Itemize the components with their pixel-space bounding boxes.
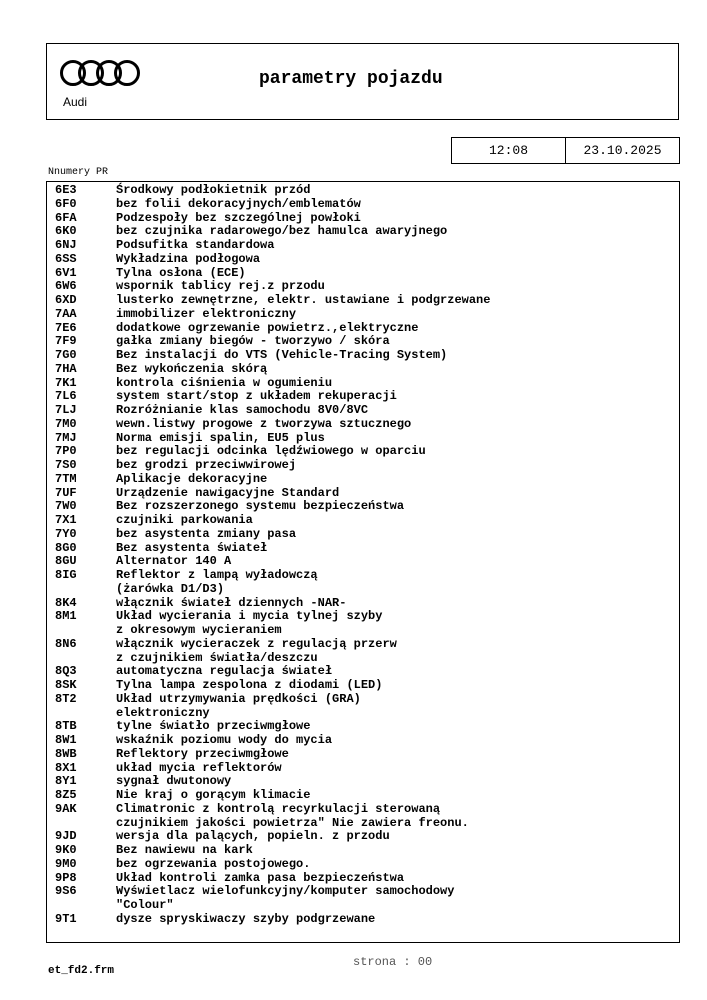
list-item [47, 349, 679, 363]
pr-code: 8IG [55, 568, 77, 582]
list-item [47, 418, 679, 432]
pr-description: Aplikacje dekoracyjne [116, 471, 268, 486]
list-item [47, 239, 679, 253]
pr-description: "Colour" [116, 898, 174, 912]
list-item [47, 225, 679, 239]
pr-description: układ mycia reflektorów [116, 760, 282, 775]
list-item [47, 679, 679, 693]
pr-description: Rozróżnianie klas samochodu 8V0/8VC [116, 403, 369, 417]
pr-code: 7E6 [55, 320, 77, 335]
pr-code: 9JD [55, 829, 77, 844]
pr-code: 6V1 [55, 265, 77, 280]
list-item [47, 899, 679, 913]
pr-description: kontrola ciśnienia w ogumieniu [116, 375, 333, 390]
pr-code [47, 899, 116, 913]
pr-description: system start/stop z układem rekuperacji [116, 389, 397, 404]
pr-description: Bez wykończenia skórą [116, 361, 268, 376]
pr-description: Wykładzina podłogowa [116, 251, 261, 266]
pr-code: 8Z5 [55, 788, 77, 802]
pr-code: 7F9 [55, 334, 77, 349]
pr-description: czujnikiem jakości powietrza" Nie zawiera freonu. [116, 815, 469, 830]
list-item [47, 610, 679, 624]
pr-code: 7X1 [55, 513, 77, 527]
pr-code: 8W1 [55, 733, 77, 747]
pr-description: Podzespoły bez szczególnej powłoki [116, 210, 361, 225]
pr-code: 7AA [55, 306, 77, 321]
pr-description: (żarówka D1/D3) [116, 581, 225, 596]
pr-code [47, 624, 116, 638]
list-item [47, 267, 679, 281]
pr-description: Bez nawiewu na kark [116, 843, 253, 857]
pr-description: Tylna osłona (ECE) [116, 265, 246, 280]
pr-description: bez czujnika radarowego/bez hamulca awaryjnego [116, 224, 448, 239]
list-item [47, 459, 679, 473]
pr-description: Podsufitka standardowa [116, 238, 275, 252]
pr-description: wewn.listwy progowe z tworzywa sztucznego [116, 416, 412, 431]
pr-code: 7M0 [55, 416, 77, 431]
list-item [47, 885, 679, 899]
page-number: strona : 00 [353, 955, 433, 969]
pr-description: bez folii dekoracyjnych/emblematów [116, 196, 361, 211]
pr-description: elektroniczny [116, 705, 210, 720]
list-item [47, 500, 679, 514]
pr-code: 7Y0 [55, 526, 77, 541]
pr-code: 6SS [55, 251, 77, 266]
pr-description: włącznik świateł dziennych -NAR- [116, 595, 347, 610]
pr-code: 7LJ [55, 403, 77, 417]
list-item [47, 872, 679, 886]
list-item [47, 817, 679, 831]
pr-code: 7L6 [55, 389, 77, 404]
pr-code: 7HA [55, 361, 77, 376]
list-item [47, 913, 679, 927]
pr-code: 9P8 [55, 870, 77, 885]
pr-description: wersja dla palących, popieln. z przodu [116, 829, 390, 844]
section-label: Nnumery PR [48, 167, 109, 178]
pr-code: 8N6 [55, 636, 77, 651]
pr-description: włącznik wycieraczek z regulacją przerw [116, 636, 397, 651]
pr-description: automatyczna regulacja świateł [116, 664, 333, 679]
pr-description: Nie kraj o gorącym klimacie [116, 788, 311, 802]
pr-description: lusterko zewnętrzne, elektr. ustawiane i podgrzewane [116, 293, 491, 307]
pr-description: Tylna lampa zespolona z diodami (LED) [116, 678, 383, 692]
list-item [47, 212, 679, 226]
pr-code: 9K0 [55, 843, 77, 857]
pr-code: 7MJ [55, 430, 77, 445]
list-item [47, 322, 679, 336]
list-item [47, 198, 679, 212]
list-item [47, 762, 679, 776]
list-item [47, 830, 679, 844]
list-item [47, 844, 679, 858]
pr-description: czujniki parkowania [116, 513, 253, 527]
pr-code: 6XD [55, 293, 77, 307]
pr-description: sygnał dwutonowy [116, 774, 232, 789]
pr-description: gałka zmiany biegów - tworzywo / skóra [116, 334, 390, 349]
pr-code: 7W0 [55, 499, 77, 514]
pr-code: 7P0 [55, 444, 77, 459]
pr-description: Wyświetlacz wielofunkcyjny/komputer samochodowy [116, 884, 455, 899]
list-item [47, 555, 679, 569]
list-item [47, 652, 679, 666]
list-item [47, 308, 679, 322]
pr-code: 7S0 [55, 458, 77, 472]
pr-code: 8TB [55, 719, 77, 734]
pr-description: bez ogrzewania postojowego. [116, 856, 311, 871]
pr-description: wspornik tablicy rej.z przodu [116, 279, 325, 294]
pr-description: dodatkowe ogrzewanie powietrz.,elektryczne [116, 320, 419, 335]
pr-description: Układ wycierania i mycia tylnej szyby [116, 609, 383, 624]
pr-description: Reflektor z lampą wyładowczą [116, 568, 318, 582]
list-item [47, 597, 679, 611]
pr-code: 9AK [55, 801, 77, 816]
pr-description: Alternator 140 A [116, 554, 232, 569]
pr-description: bez regulacji odcinka lędźwiowego w oparciu [116, 444, 426, 459]
list-item [47, 294, 679, 308]
list-item [47, 432, 679, 446]
pr-code: 8GU [55, 554, 77, 569]
brand-name: Audi [63, 95, 88, 109]
pr-code: 6E3 [55, 183, 77, 197]
list-item [47, 858, 679, 872]
time-value: 12:08 [452, 138, 566, 163]
list-item [47, 390, 679, 404]
list-item [47, 335, 679, 349]
list-item [47, 775, 679, 789]
list-item [47, 638, 679, 652]
pr-code [47, 817, 116, 831]
list-item [47, 583, 679, 597]
pr-code: 8WB [55, 746, 77, 761]
list-item [47, 707, 679, 721]
list-item [47, 803, 679, 817]
list-item [47, 569, 679, 583]
pr-code: 8T2 [55, 691, 77, 706]
pr-code: 8K4 [55, 595, 77, 610]
pr-code: 6NJ [55, 238, 77, 252]
pr-code: 9S6 [55, 884, 77, 899]
header-box [46, 43, 679, 120]
date-value: 23.10.2025 [583, 143, 662, 158]
pr-code: 7G0 [55, 348, 77, 362]
list-item [47, 487, 679, 501]
pr-description: Reflektory przeciwmgłowe [116, 746, 289, 761]
page-title: parametry pojazdu [259, 69, 443, 89]
list-item [47, 445, 679, 459]
pr-description: Środkowy podłokietnik przód [116, 183, 311, 197]
pr-description: bez asystenta zmiany pasa [116, 526, 297, 541]
list-item [47, 720, 679, 734]
pr-description: z okresowym wycieraniem [116, 623, 282, 637]
pr-description: Bez rozszerzonego systemu bezpieczeństwa [116, 499, 405, 514]
pr-description: Urządzenie nawigacyjne Standard [116, 485, 340, 500]
list-item [47, 734, 679, 748]
audi-logo [59, 58, 143, 108]
pr-description: Climatronic z kontrolą recyrkulacji sterowaną [116, 801, 441, 816]
pr-code [47, 583, 116, 597]
pr-code-list [46, 181, 680, 943]
pr-code: 8X1 [55, 760, 77, 775]
datetime-box [451, 137, 680, 164]
pr-description: wskaźnik poziomu wody do mycia [116, 733, 333, 747]
pr-code: 7TM [55, 471, 77, 486]
pr-code: 8G0 [55, 540, 77, 555]
list-item [47, 748, 679, 762]
pr-code: 7UF [55, 485, 77, 500]
pr-description: dysze spryskiwaczy szyby podgrzewane [116, 911, 376, 926]
pr-code: 6F0 [55, 196, 77, 211]
pr-code: 6K0 [55, 224, 77, 239]
audi-rings-icon [59, 58, 143, 88]
list-item [47, 280, 679, 294]
pr-description: immobilizer elektroniczny [116, 306, 297, 321]
pr-description: bez grodzi przeciwwirowej [116, 458, 297, 472]
list-item [47, 377, 679, 391]
list-item [47, 624, 679, 638]
pr-code: 9M0 [55, 856, 77, 871]
pr-code: 6FA [55, 210, 77, 225]
pr-description: Bez asystenta świateł [116, 540, 268, 555]
list-item [47, 542, 679, 556]
pr-code: 9T1 [55, 911, 77, 926]
pr-code: 8SK [55, 678, 77, 692]
list-item [47, 514, 679, 528]
pr-code: 8M1 [55, 609, 77, 624]
pr-code: 8Q3 [55, 664, 77, 679]
pr-code: 7K1 [55, 375, 77, 390]
list-item [47, 693, 679, 707]
list-item [47, 404, 679, 418]
pr-code: 8Y1 [55, 774, 77, 789]
list-item [47, 789, 679, 803]
pr-description: z czujnikiem światła/deszczu [116, 650, 318, 665]
pr-description: Bez instalacji do VTS (Vehicle-Tracing System) [116, 348, 448, 362]
pr-code [47, 707, 116, 721]
list-item [47, 473, 679, 487]
file-name: et_fd2.frm [48, 965, 115, 977]
pr-code: 6W6 [55, 279, 77, 294]
pr-code [47, 652, 116, 666]
list-item [47, 665, 679, 679]
list-item [47, 363, 679, 377]
list-item [47, 528, 679, 542]
pr-description: Norma emisji spalin, EU5 plus [116, 430, 325, 445]
list-item [47, 253, 679, 267]
pr-description: Układ kontroli zamka pasa bezpieczeństwa [116, 870, 405, 885]
list-item [47, 184, 679, 198]
pr-description: tylne światło przeciwmgłowe [116, 719, 311, 734]
pr-description: Układ utrzymywania prędkości (GRA) [116, 691, 361, 706]
